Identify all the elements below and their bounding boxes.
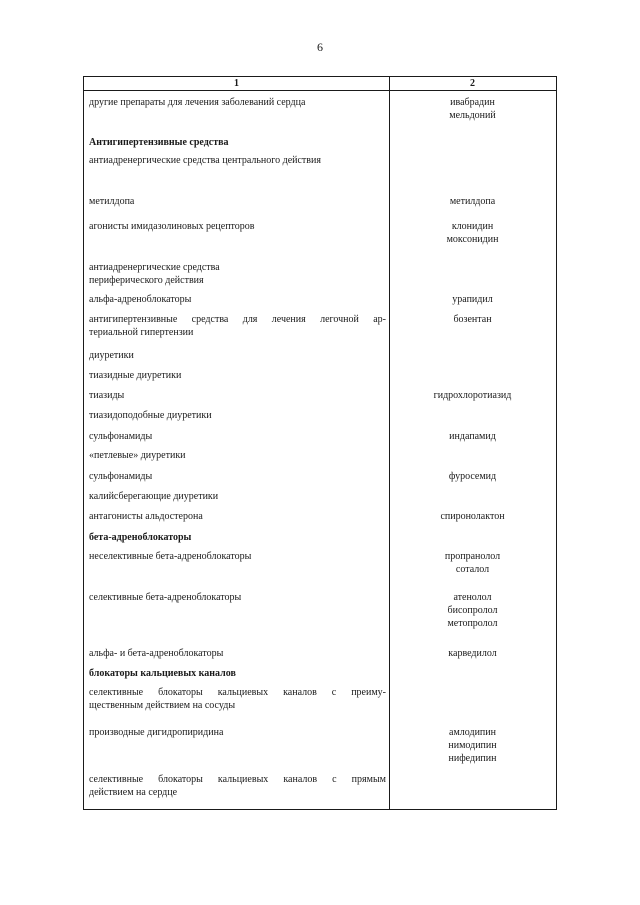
drug-name: спиронолактон	[440, 511, 505, 522]
drug-name-cell	[389, 510, 556, 523]
drug-name-cell	[389, 591, 556, 630]
drug-group-text: селективные блокаторы кальциевых каналов с прямым	[89, 774, 386, 785]
drug-name: нифедипин	[448, 753, 497, 764]
drug-group-cell	[89, 293, 386, 306]
drug-group-cell	[89, 220, 386, 233]
column-header-1: 1	[234, 78, 239, 89]
drug-group-text: антагонисты альдостерона	[89, 511, 203, 522]
drug-name: мельдоний	[449, 110, 496, 121]
drug-name: метопролол	[447, 618, 498, 629]
drug-group-cell	[89, 96, 386, 109]
section-heading	[89, 531, 386, 544]
drug-name: клонидин	[451, 221, 494, 232]
drug-name-cell	[389, 293, 556, 306]
drug-name: карведилол	[448, 648, 497, 659]
column-divider	[389, 77, 390, 809]
drug-group-text: калийсберегающие диуретики	[89, 491, 219, 502]
drug-group-cell	[89, 773, 386, 799]
drug-group-text: диуретики	[89, 350, 134, 361]
drug-group-cell	[89, 154, 386, 167]
drug-group-text: антиадренергические средства	[89, 262, 220, 273]
drug-name-cell	[389, 550, 556, 576]
drug-group-text: альфа-адреноблокаторы	[89, 294, 192, 305]
drug-name: амлодипин	[449, 727, 496, 738]
drug-group-cell	[89, 195, 386, 208]
drug-group-text: селективные бета-адреноблокаторы	[89, 592, 242, 603]
drug-group-text: сульфонамиды	[89, 431, 153, 442]
drug-name-cell	[389, 313, 556, 326]
drug-name: атенолол	[453, 592, 492, 603]
drug-name: урапидил	[452, 294, 493, 305]
drug-group-text: альфа- и бета-адреноблокаторы	[89, 648, 224, 659]
drug-name-cell	[389, 470, 556, 483]
drug-group-text: блокаторы кальциевых каналов	[89, 668, 236, 679]
drug-name: соталол	[455, 564, 490, 575]
drug-group-text: Антигипертензивные средства	[89, 137, 229, 148]
drug-name: пропранолол	[444, 551, 501, 562]
drug-name: метилдопа	[449, 196, 496, 207]
drug-name-cell	[389, 726, 556, 765]
drug-group-text: производные дигидропиридина	[89, 727, 224, 738]
drug-group-text: териальной гипертензии	[89, 327, 194, 338]
drug-group-text: метилдопа	[89, 196, 135, 207]
drug-name: индапамид	[449, 431, 496, 442]
drug-name: бозентан	[453, 314, 492, 325]
drug-group-text: сульфонамиды	[89, 471, 153, 482]
drug-group-cell	[89, 726, 386, 739]
drug-group-text: другие препараты для лечения заболеваний сердца	[89, 97, 306, 108]
drug-group-text: действием на сердце	[89, 787, 178, 798]
drug-group-text: антигипертензивные средства для лечения легочной ар-	[89, 314, 386, 325]
drug-name-cell	[389, 96, 556, 122]
drug-group-text: бета-адреноблокаторы	[89, 532, 192, 543]
drug-name-cell	[389, 430, 556, 443]
drug-group-cell	[89, 686, 386, 712]
drug-group-cell	[89, 313, 386, 339]
drug-group-text: тиазиды	[89, 390, 125, 401]
drug-group-cell	[89, 389, 386, 402]
drug-name: гидрохлоротиазид	[433, 390, 512, 401]
drug-group-cell	[89, 369, 386, 382]
table-header-row	[84, 77, 556, 91]
drug-group-cell	[89, 261, 386, 287]
drug-name: ивабрадин	[450, 97, 495, 108]
drug-name: фуросемид	[448, 471, 497, 482]
page-number: 6	[317, 40, 323, 54]
drug-group-text: периферического действия	[89, 275, 204, 286]
drug-group-cell	[89, 470, 386, 483]
drug-group-cell	[89, 510, 386, 523]
drug-name-cell	[389, 220, 556, 246]
drug-group-text: щественным действием на сосуды	[89, 700, 236, 711]
drug-name-cell	[389, 195, 556, 208]
drug-classification-table	[83, 76, 557, 810]
drug-group-cell	[89, 550, 386, 563]
drug-group-text: антиадренергические средства центрального действия	[89, 155, 321, 166]
drug-name: моксонидин	[446, 234, 499, 245]
drug-group-cell	[89, 591, 386, 604]
column-header-2: 2	[470, 78, 475, 89]
section-heading	[89, 667, 386, 680]
drug-group-cell	[89, 430, 386, 443]
drug-group-text: агонисты имидазолиновых рецепторов	[89, 221, 255, 232]
drug-group-text: селективные блокаторы кальциевых каналов с преиму-	[89, 687, 386, 698]
drug-name: бисопролол	[447, 605, 498, 616]
drug-group-cell	[89, 449, 386, 462]
drug-group-cell	[89, 409, 386, 422]
drug-group-text: неселективные бета-адреноблокаторы	[89, 551, 252, 562]
drug-group-cell	[89, 349, 386, 362]
drug-group-cell	[89, 647, 386, 660]
drug-name-cell	[389, 389, 556, 402]
drug-group-text: тиазидоподобные диуретики	[89, 410, 212, 421]
drug-name-cell	[389, 647, 556, 660]
drug-name: нимодипин	[448, 740, 497, 751]
drug-group-text: «петлевые» диуретики	[89, 450, 186, 461]
section-heading	[89, 136, 386, 149]
drug-group-cell	[89, 490, 386, 503]
drug-group-text: тиазидные диуретики	[89, 370, 182, 381]
